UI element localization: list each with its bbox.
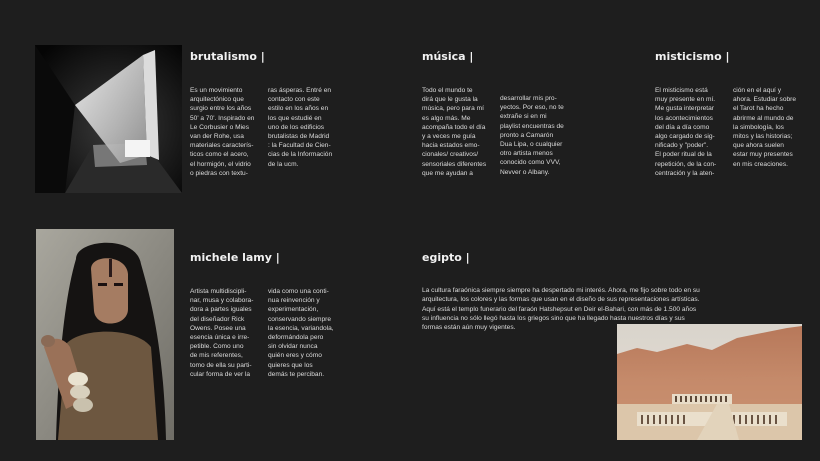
musica-text-col2: desarrollar mis pro- yectos. Por eso, no te extrañe si en mi playlist encuentras de pronto a Camarón Dua Lipa, o cualquier otro artista menos conocido como VVV, Nevver o Albany.	[500, 95, 564, 176]
egipto-text: La cultura faraónica siempre siempre ha despertado mi interés. Ahora, me fijo sobre todo en su arquitectura, los colores y las formas que usan en el diseño de sus representaciones artísticas. Aquí está el templo funerario del faraón Hatshepsut en Deir el-Bahari, con más de 1.500 años su influencia no sólo llegó hasta los griegos sino que ha llegado hasta nuestros días y sus formas están aún muy vigentes.	[422, 287, 700, 332]
misticismo-text-col1: El misticismo está muy presente en mí. Me gusta interpretar los acontecimientos del día a día como algo cargado de sig- nificado y "poder". El poder ritual de la repetición, de la con- centración y la aten-	[655, 87, 717, 177]
musica-text-col1: Todo el mundo te dirá que le gusta la música, pero para mí es algo más. Me acompaña todo el día y a veces me guía hacia estados emo- cionales/ creativos/ sensoriales diferentes que me ayudan a	[422, 87, 487, 177]
brutalismo-heading: brutalismo |	[190, 50, 265, 63]
michele-lamy-photo	[36, 229, 174, 440]
brutalismo-text-col2: ras ásperas. Entré en contacto con este estilo en los años en los que estudié en uno de los edificios brutalistas de Madrid : la Facultad de Cien- cias de la Información de la ucm.	[268, 87, 333, 168]
musica-heading: música |	[422, 50, 474, 63]
michele-text-col1: Artista multidiscipli- nar, musa y colabora- dora a partes iguales del diseñador Rick Owens. Posee una esencia única e irre- petible. Como uno de mis referentes, tomo de ella su parti- cular forma de ver la	[190, 288, 254, 378]
egipto-heading: egipto |	[422, 251, 470, 264]
michele-heading: michele lamy |	[190, 251, 280, 264]
brutalismo-text-col1: Es un movimiento arquitectónico que surgio entre los años 50' a 70'. Inspirado en Le Corbusier o Mies van der Rohe, usa materiales caracterís- ticos como el acero, el hormigón, el vidrio o piedras con textu-	[190, 87, 255, 177]
misticismo-text-col2: ción en el aquí y ahora. Estudiar sobre el Tarot ha hecho abrirme al mundo de la simbología, los mitos y las historias; que ahora suelen estar muy presentes en mis creaciones.	[733, 87, 797, 168]
michele-text-col2: vida como una conti- nua reinvención y experimentación, conservando siempre la esencia, variandola, deformándola pero sin olvidar nunca quién eres y cómo quieres que los demás te perciban.	[268, 288, 334, 378]
misticismo-heading: misticismo |	[655, 50, 730, 63]
hatshepsut-temple-photo	[617, 324, 802, 440]
brutalism-photo	[35, 45, 182, 193]
